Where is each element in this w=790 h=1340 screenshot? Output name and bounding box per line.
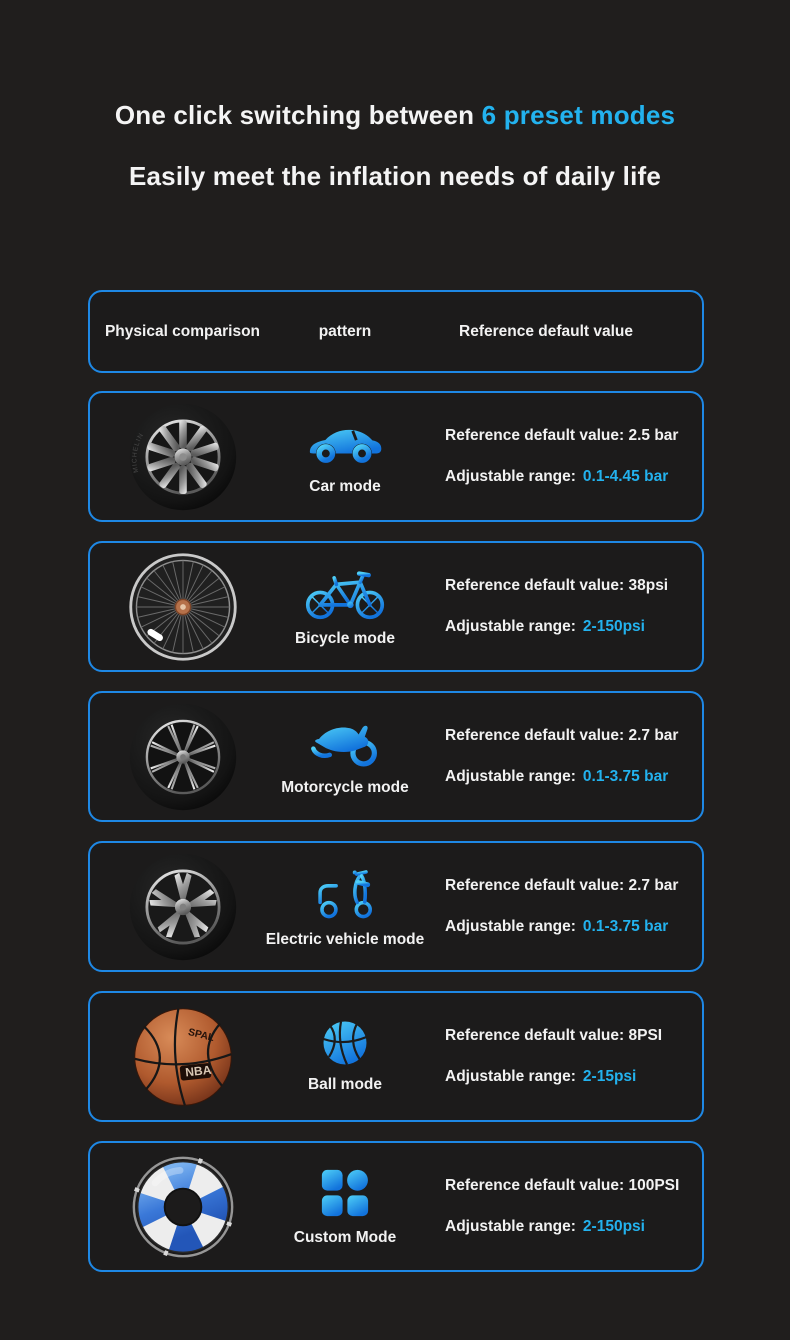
- headline-primary: [0, 98, 790, 132]
- ev-pattern-cell: [265, 865, 425, 949]
- default-value-text: Reference default value: 2.7 bar: [445, 727, 679, 744]
- range-value: 0.1-4.45 bar: [582, 468, 669, 485]
- default-value-text: Reference default value: 2.7 bar: [445, 877, 679, 894]
- car-icon: [305, 418, 385, 468]
- ev-tire-photo: [90, 850, 275, 964]
- life-ring-image: [130, 1154, 236, 1260]
- default-value-text: Reference default value: 100PSI: [445, 1177, 680, 1194]
- svg-text:NBA: NBA: [184, 1062, 212, 1079]
- range-label: Adjustable range:: [445, 1068, 576, 1085]
- range-value: 0.1-3.75 bar: [582, 918, 669, 935]
- adjustable-range-line: [445, 468, 702, 486]
- motorcycle-tire-photo: [90, 700, 275, 814]
- range-label: Adjustable range:: [445, 468, 576, 485]
- headline-primary-text: One click switching between: [114, 100, 482, 130]
- mode-row-ball: [88, 991, 704, 1122]
- motorcycle-pattern-cell: [275, 717, 415, 797]
- modes-table: [88, 290, 704, 1272]
- bicycle-icon: [303, 566, 387, 620]
- col-header-physical: Physical comparison: [104, 322, 261, 340]
- car-info-cell: [415, 427, 702, 486]
- basketball-photo: [90, 1006, 275, 1108]
- range-value: 0.1-3.75 bar: [582, 768, 669, 785]
- car-pattern-cell: [275, 418, 415, 496]
- car-tire-photo: [90, 400, 275, 514]
- default-value-text: Reference default value: 8PSI: [445, 1027, 663, 1044]
- ball-pattern-cell: [275, 1020, 415, 1094]
- mode-row-motorcycle: [88, 691, 704, 822]
- bicycle-wheel-photo: [90, 550, 275, 664]
- mode-row-bicycle: [88, 541, 704, 672]
- custom-info-cell: [415, 1177, 702, 1236]
- adjustable-range-line: [445, 1068, 702, 1086]
- range-label: Adjustable range:: [445, 768, 576, 785]
- grid-icon: [319, 1167, 371, 1219]
- range-value: 2-150psi: [582, 618, 645, 635]
- adjustable-range-line: [445, 918, 702, 936]
- range-label: Adjustable range:: [445, 1218, 576, 1235]
- basketball-image: [132, 1006, 234, 1108]
- scooter-icon: [314, 865, 376, 921]
- adjustable-range-line: [445, 1218, 702, 1236]
- mode-label-motorcycle: Motorcycle mode: [281, 778, 409, 796]
- hero-headings: [0, 0, 790, 193]
- mode-label-electric-vehicle: Electric vehicle mode: [265, 930, 425, 948]
- col-header-reference: Reference default value: [459, 322, 634, 340]
- range-value: 2-150psi: [582, 1218, 645, 1235]
- range-value: 2-15psi: [582, 1068, 637, 1085]
- motorcycle-icon: [307, 717, 383, 769]
- motorcycle-info-cell: [415, 727, 702, 786]
- headline-secondary: Easily meet the inflation needs of daily life: [128, 161, 662, 191]
- mode-row-electric-vehicle: [88, 841, 704, 972]
- range-label: Adjustable range:: [445, 618, 576, 635]
- mode-label-bicycle: Bicycle mode: [295, 629, 395, 647]
- mode-label-custom: Custom Mode: [293, 1228, 397, 1246]
- ball-info-cell: [415, 1027, 702, 1086]
- default-value-text: Reference default value: 2.5 bar: [445, 427, 679, 444]
- basketball-icon: [322, 1020, 368, 1066]
- col-header-pattern: pattern: [318, 322, 372, 340]
- svg-text:MICHELIN: MICHELIN: [130, 431, 145, 473]
- bicycle-pattern-cell: [275, 566, 415, 648]
- default-value-text: Reference default value: 38psi: [445, 577, 669, 594]
- bicycle-wheel-image: [126, 550, 240, 664]
- ev-tire-image: [126, 850, 240, 964]
- mode-label-ball: Ball mode: [307, 1075, 383, 1093]
- car-tire-image: [126, 400, 240, 514]
- adjustable-range-line: [445, 768, 702, 786]
- motorcycle-tire-image: [126, 700, 240, 814]
- headline-accent-text: 6 preset modes: [481, 100, 676, 130]
- svg-text:SPAL: SPAL: [186, 1026, 215, 1044]
- life-ring-photo: [90, 1154, 275, 1260]
- table-header-card: [88, 290, 704, 373]
- bicycle-info-cell: [415, 577, 702, 636]
- range-label: Adjustable range:: [445, 918, 576, 935]
- mode-row-car: [88, 391, 704, 522]
- mode-row-custom: [88, 1141, 704, 1272]
- mode-label-car: Car mode: [309, 477, 381, 495]
- adjustable-range-line: [445, 618, 702, 636]
- ev-info-cell: [415, 877, 702, 936]
- custom-pattern-cell: [275, 1167, 415, 1247]
